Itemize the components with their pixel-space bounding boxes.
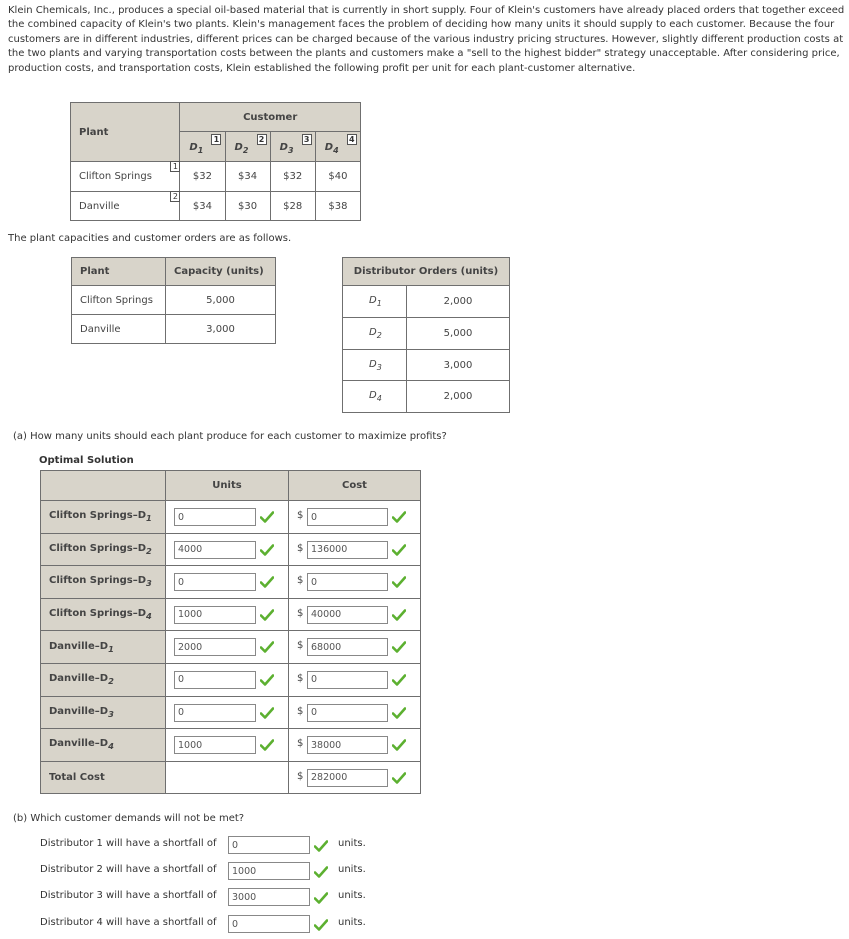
units-input[interactable] bbox=[174, 573, 256, 591]
capacity-value-cell: 5,000 bbox=[166, 286, 276, 315]
checkmark-icon bbox=[392, 641, 406, 653]
plant-header: Plant bbox=[71, 103, 180, 162]
shortfall-input[interactable] bbox=[228, 862, 310, 880]
plant-row-label: Danville 2 bbox=[71, 192, 180, 221]
profit-cell: $32 bbox=[270, 162, 315, 192]
cost-cell bbox=[289, 598, 421, 631]
solution-row bbox=[41, 729, 421, 762]
order-value-cell: 3,000 bbox=[407, 350, 510, 381]
total-row bbox=[41, 761, 421, 794]
checkmark-icon bbox=[260, 544, 274, 556]
checkmark-icon bbox=[260, 609, 274, 621]
solution-row bbox=[41, 663, 421, 696]
shortfall-text: Distributor 2 will have a shortfall of bbox=[40, 864, 217, 875]
checkmark-icon bbox=[260, 739, 274, 751]
currency-symbol: $ bbox=[297, 738, 304, 750]
cost-input[interactable] bbox=[307, 638, 388, 656]
checkmark-icon bbox=[392, 609, 406, 621]
checkmark-icon bbox=[260, 707, 274, 719]
capacity-plant-cell: Danville bbox=[72, 315, 166, 344]
orders-header: Distributor Orders (units) bbox=[343, 258, 510, 286]
profit-cell: $34 bbox=[180, 192, 225, 221]
shortfall-input[interactable] bbox=[228, 836, 310, 854]
units-cell bbox=[166, 501, 289, 534]
route-label: Clifton Springs–$D_1$ bbox=[41, 501, 166, 534]
profit-cell: $34 bbox=[225, 162, 270, 192]
checkmark-icon bbox=[314, 919, 328, 931]
currency-symbol: $ bbox=[297, 672, 304, 684]
ref-tag: 1 bbox=[211, 134, 221, 145]
units-input[interactable] bbox=[174, 736, 256, 754]
cost-input[interactable] bbox=[307, 671, 388, 689]
order-value-cell: 2,000 bbox=[407, 381, 510, 413]
route-label: Danville–$D_1$ bbox=[41, 631, 166, 664]
solution-corner bbox=[41, 471, 166, 501]
solution-row bbox=[41, 501, 421, 534]
units-cell bbox=[166, 663, 289, 696]
checkmark-icon bbox=[392, 674, 406, 686]
units-label: units. bbox=[338, 838, 366, 849]
cost-input[interactable] bbox=[307, 704, 388, 722]
optimal-solution-label: Optimal Solution bbox=[39, 455, 134, 466]
checkmark-icon bbox=[392, 739, 406, 751]
ref-tag: 2 bbox=[257, 134, 267, 145]
distributor-cell: $D_2$ bbox=[343, 318, 407, 350]
profit-cell: $30 bbox=[225, 192, 270, 221]
customer-d4-header: $D_4$ 4 bbox=[315, 132, 360, 162]
cost-header: Cost bbox=[289, 471, 421, 501]
ref-tag: 2 bbox=[170, 191, 180, 202]
units-cell bbox=[166, 631, 289, 664]
customer-header: Customer bbox=[180, 103, 361, 132]
checkmark-icon bbox=[314, 892, 328, 904]
profit-cell: $40 bbox=[315, 162, 360, 192]
cost-cell bbox=[289, 566, 421, 599]
route-label: Clifton Springs–$D_3$ bbox=[41, 566, 166, 599]
checkmark-icon bbox=[314, 840, 328, 852]
profit-cell: $32 bbox=[180, 162, 225, 192]
total-cost-cell bbox=[289, 761, 421, 794]
order-value-cell: 2,000 bbox=[407, 286, 510, 318]
solution-table bbox=[40, 470, 421, 794]
units-input[interactable] bbox=[174, 638, 256, 656]
units-input[interactable] bbox=[174, 671, 256, 689]
cost-cell bbox=[289, 501, 421, 534]
checkmark-icon bbox=[260, 576, 274, 588]
units-cell bbox=[166, 533, 289, 566]
distributor-cell: $D_3$ bbox=[343, 350, 407, 381]
solution-row bbox=[41, 533, 421, 566]
cost-cell bbox=[289, 533, 421, 566]
question-b: (b) Which customer demands will not be met? bbox=[13, 813, 245, 824]
capacity-table bbox=[71, 257, 276, 344]
currency-symbol: $ bbox=[297, 607, 304, 619]
route-label: Danville–$D_2$ bbox=[41, 663, 166, 696]
units-header: Units bbox=[166, 471, 289, 501]
units-label: units. bbox=[338, 864, 366, 875]
ref-tag: 4 bbox=[347, 134, 357, 145]
capacity-value-cell: 3,000 bbox=[166, 315, 276, 344]
ref-tag: 1 bbox=[170, 161, 180, 172]
currency-symbol: $ bbox=[297, 510, 304, 521]
capacity-intro: The plant capacities and customer orders are as follows. bbox=[8, 233, 292, 244]
problem-description: Klein Chemicals, Inc., produces a special oil-based material that is currently in short supply. Four of Klein's customers have already placed orders that together exceed the combined capacity of Klein's two plants. Klein's management faces the problem of deciding how many units it should supply to each customer. Because the four customers are in different industries, different prices can be charged because of the various industry pricing structures. However, slightly different production costs at the two plants and varying transportation costs between the plants and customers make a "sell to the highest bidder" strategy unacceptable. After considering price, production costs, and transportation costs, Klein established the following profit per unit for each plant-customer alternative. bbox=[8, 5, 845, 74]
shortfall-text: Distributor 1 will have a shortfall of bbox=[40, 838, 217, 849]
shortfall-input[interactable] bbox=[228, 915, 310, 933]
customer-d2-header: $D_2$ 2 bbox=[225, 132, 270, 162]
shortfall-text: Distributor 3 will have a shortfall of bbox=[40, 890, 217, 901]
units-cell bbox=[166, 566, 289, 599]
shortfall-input[interactable] bbox=[228, 888, 310, 906]
solution-row bbox=[41, 566, 421, 599]
solution-row bbox=[41, 598, 421, 631]
units-input[interactable] bbox=[174, 704, 256, 722]
shortfall-text: Distributor 4 will have a shortfall of bbox=[40, 917, 217, 928]
checkmark-icon bbox=[392, 772, 406, 784]
currency-symbol: $ bbox=[297, 770, 304, 782]
plant-row-label: Clifton Springs 1 bbox=[71, 162, 180, 192]
units-label: units. bbox=[338, 917, 366, 928]
route-label: Clifton Springs–$D_2$ bbox=[41, 533, 166, 566]
distributor-cell: $D_4$ bbox=[343, 381, 407, 413]
cost-cell bbox=[289, 696, 421, 729]
capacity-header: Capacity (units) bbox=[166, 258, 276, 286]
cost-cell bbox=[289, 663, 421, 696]
currency-symbol: $ bbox=[297, 575, 304, 587]
cost-input[interactable] bbox=[307, 606, 388, 624]
units-input[interactable] bbox=[174, 508, 256, 526]
checkmark-icon bbox=[260, 674, 274, 686]
units-input[interactable] bbox=[174, 541, 256, 559]
total-units-cell bbox=[166, 761, 289, 794]
orders-table bbox=[342, 257, 510, 413]
checkmark-icon bbox=[314, 866, 328, 878]
distributor-cell: $D_1$ bbox=[343, 286, 407, 318]
ref-tag: 3 bbox=[302, 134, 312, 145]
cost-input[interactable] bbox=[307, 573, 388, 591]
capacity-plant-header: Plant bbox=[72, 258, 166, 286]
route-label: Clifton Springs–$D_4$ bbox=[41, 598, 166, 631]
cost-input[interactable] bbox=[307, 541, 388, 559]
route-label: Danville–$D_4$ bbox=[41, 729, 166, 762]
total-cost-input[interactable] bbox=[307, 769, 388, 787]
route-label: Danville–$D_3$ bbox=[41, 696, 166, 729]
total-cost-label: Total Cost bbox=[41, 761, 166, 794]
question-a: (a) How many units should each plant produce for each customer to maximize profits? bbox=[13, 431, 447, 442]
checkmark-icon bbox=[392, 544, 406, 556]
currency-symbol: $ bbox=[297, 542, 304, 554]
cost-cell bbox=[289, 631, 421, 664]
units-cell bbox=[166, 729, 289, 762]
units-cell bbox=[166, 598, 289, 631]
solution-row bbox=[41, 631, 421, 664]
profit-cell: $38 bbox=[315, 192, 360, 221]
customer-d1-header: $D_1$ 1 bbox=[180, 132, 225, 162]
profit-table bbox=[70, 102, 361, 221]
checkmark-icon bbox=[392, 576, 406, 588]
cost-input[interactable] bbox=[307, 736, 388, 754]
checkmark-icon bbox=[392, 511, 406, 523]
units-input[interactable] bbox=[174, 606, 256, 624]
units-label: units. bbox=[338, 890, 366, 901]
order-value-cell: 5,000 bbox=[407, 318, 510, 350]
profit-cell: $28 bbox=[270, 192, 315, 221]
cost-cell bbox=[289, 729, 421, 762]
solution-row bbox=[41, 696, 421, 729]
checkmark-icon bbox=[392, 707, 406, 719]
currency-symbol: $ bbox=[297, 705, 304, 717]
capacity-plant-cell: Clifton Springs bbox=[72, 286, 166, 315]
currency-symbol: $ bbox=[297, 640, 304, 652]
customer-d3-header: $D_3$ 3 bbox=[270, 132, 315, 162]
units-cell bbox=[166, 696, 289, 729]
checkmark-icon bbox=[260, 511, 274, 523]
cost-input[interactable] bbox=[307, 508, 388, 526]
checkmark-icon bbox=[260, 641, 274, 653]
